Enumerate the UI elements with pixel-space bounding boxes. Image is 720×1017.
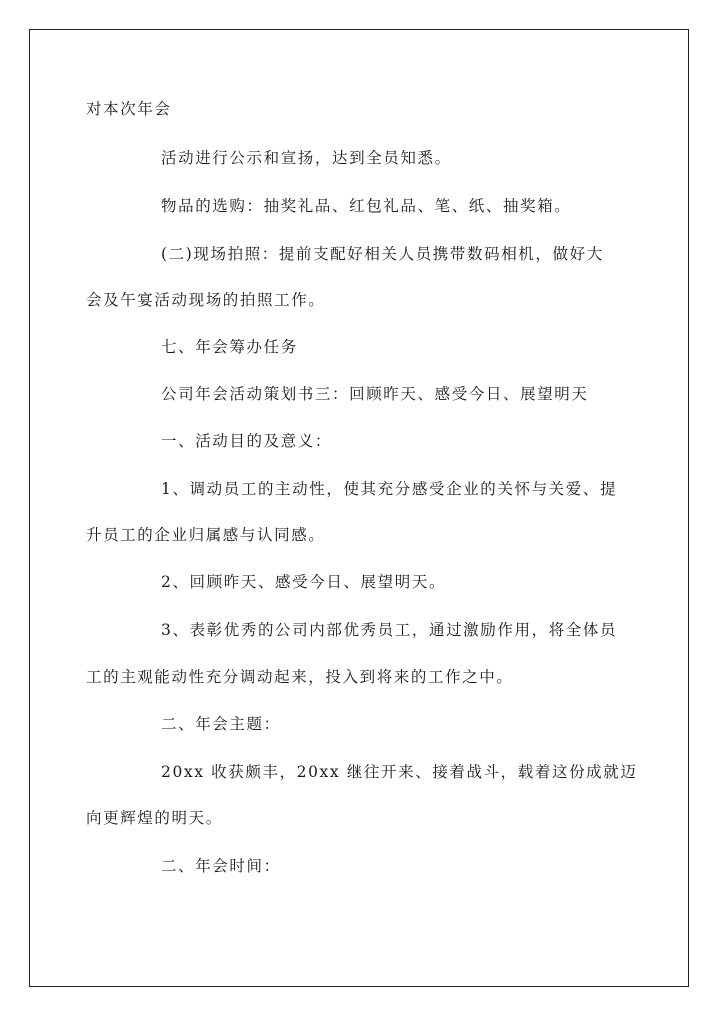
text-line: 活动进行公示和宣扬，达到全员知悉。 [161,149,452,167]
text-line: 工的主观能动性充分调动起来，投入到将来的工作之中。 [86,668,514,686]
text-line: 1、调动员工的主动性，使其充分感受企业的关怀与关爱、提 [161,480,618,498]
page-border [29,29,689,987]
section-heading: 七、年会筹办任务 [161,338,298,356]
text-line: 物品的选购：抽奖礼品、红包礼品、笔、纸、抽奖箱。 [161,197,572,215]
document-title-line: 公司年会活动策划书三：回顾昨天、感受今日、展望明天 [161,385,589,403]
text-line: 向更辉煌的明天。 [86,809,223,827]
text-line: 20xx 收获颇丰，20xx 继往开来、接着战斗，载着这份成就迈 [161,763,638,781]
text-line: 对本次年会 [86,100,172,118]
text-line: 2、回顾昨天、感受今日、展望明天。 [161,573,447,591]
text-line: 升员工的企业归属感与认同感。 [86,526,326,544]
text-line: (二)现场拍照：提前支配好相关人员携带数码相机，做好大 [161,245,604,263]
section-heading: 二、年会时间： [161,857,281,875]
text-line: 会及午宴活动现场的拍照工作。 [86,291,326,309]
section-heading: 一、活动目的及意义： [161,432,333,450]
section-heading: 二、年会主题： [161,715,281,733]
text-line: 3、表彰优秀的公司内部优秀员工，通过激励作用，将全体员 [161,621,618,639]
